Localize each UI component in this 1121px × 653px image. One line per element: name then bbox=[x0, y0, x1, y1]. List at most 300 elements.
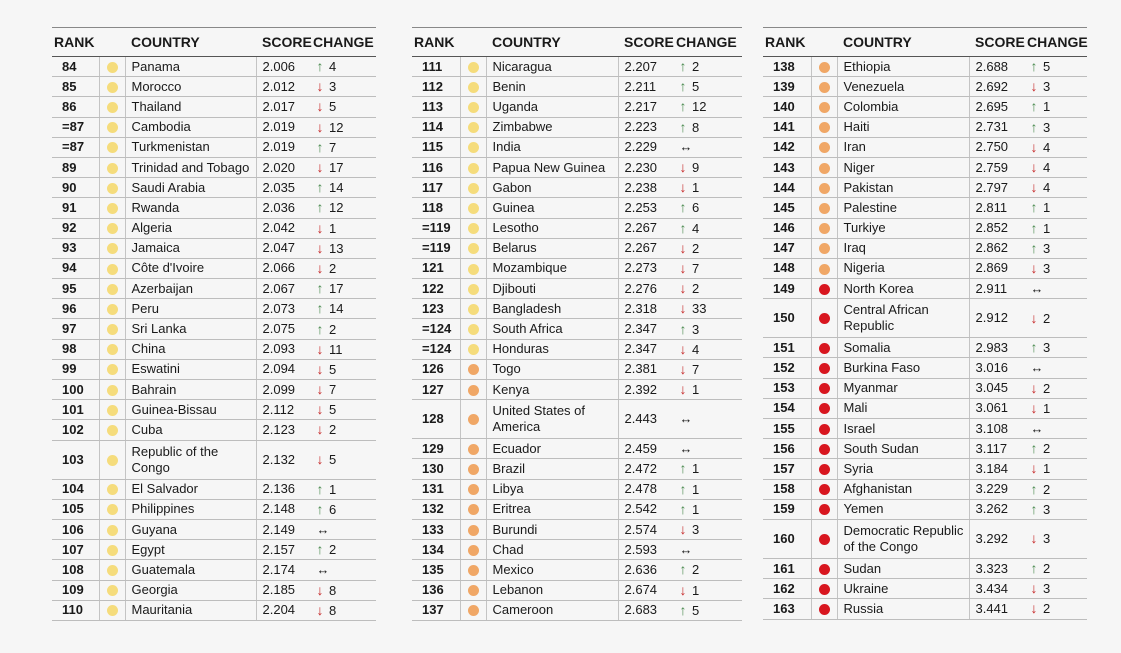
dot-header bbox=[811, 28, 837, 57]
down-arrow-icon: ↓ bbox=[1030, 580, 1038, 597]
status-dot-icon bbox=[468, 223, 479, 234]
rank-cell: 159 bbox=[763, 499, 811, 519]
score-cell: 2.204 bbox=[256, 600, 311, 620]
status-dot-cell bbox=[99, 157, 125, 177]
score-cell: 2.688 bbox=[969, 57, 1025, 77]
change-cell bbox=[311, 359, 376, 379]
down-arrow-icon: ↓ bbox=[679, 159, 687, 176]
change-cell bbox=[1025, 579, 1087, 599]
score-header: SCORE bbox=[256, 28, 311, 57]
status-dot-cell bbox=[460, 57, 486, 77]
change-cell bbox=[1025, 258, 1087, 278]
rank-cell: 84 bbox=[52, 57, 99, 77]
score-cell: 2.459 bbox=[618, 439, 674, 459]
rank-cell: 103 bbox=[52, 440, 99, 479]
status-dot-cell bbox=[811, 479, 837, 499]
up-arrow-icon: ↑ bbox=[679, 460, 687, 477]
status-dot-icon bbox=[107, 304, 118, 315]
rank-cell: 121 bbox=[412, 258, 460, 278]
change-value: 2 bbox=[329, 542, 337, 558]
rank-cell: 135 bbox=[412, 560, 460, 580]
change-cell bbox=[1025, 558, 1087, 578]
change-cell bbox=[311, 420, 376, 440]
rank-cell: 160 bbox=[763, 519, 811, 558]
country-cell: Benin bbox=[486, 77, 618, 97]
status-dot-icon bbox=[819, 363, 830, 374]
change-cell bbox=[1025, 198, 1087, 218]
status-dot-cell bbox=[460, 198, 486, 218]
score-cell: 3.292 bbox=[969, 519, 1025, 558]
score-cell: 2.148 bbox=[256, 499, 311, 519]
score-cell: 2.123 bbox=[256, 420, 311, 440]
status-dot-cell bbox=[460, 439, 486, 459]
change-cell bbox=[674, 57, 742, 77]
rank-cell: 100 bbox=[52, 380, 99, 400]
change-cell bbox=[1025, 299, 1087, 338]
status-dot-icon bbox=[468, 344, 479, 355]
rank-cell: 146 bbox=[763, 218, 811, 238]
table-row bbox=[52, 198, 376, 218]
up-arrow-icon: ↑ bbox=[316, 179, 324, 196]
down-arrow-icon: ↓ bbox=[1030, 379, 1038, 396]
status-dot-cell bbox=[460, 279, 486, 299]
down-arrow-icon: ↓ bbox=[679, 239, 687, 256]
table-row bbox=[763, 479, 1087, 499]
status-dot-cell bbox=[811, 178, 837, 198]
rank-cell: 91 bbox=[52, 198, 99, 218]
change-value: 2 bbox=[329, 321, 337, 337]
table-row bbox=[52, 137, 376, 157]
change-cell bbox=[311, 400, 376, 420]
change-value: 5 bbox=[329, 452, 337, 468]
status-dot-cell bbox=[99, 420, 125, 440]
change-value: 14 bbox=[329, 180, 344, 196]
down-arrow-icon: ↓ bbox=[1030, 78, 1038, 95]
change-value: 2 bbox=[1043, 310, 1051, 326]
status-dot-icon bbox=[107, 385, 118, 396]
change-cell bbox=[311, 540, 376, 560]
status-dot-cell bbox=[811, 218, 837, 238]
score-cell: 2.695 bbox=[969, 97, 1025, 117]
country-cell: Lebanon bbox=[486, 580, 618, 600]
score-cell: 2.099 bbox=[256, 380, 311, 400]
rank-cell: 157 bbox=[763, 459, 811, 479]
status-dot-cell bbox=[460, 380, 486, 400]
up-arrow-icon: ↑ bbox=[1030, 440, 1038, 457]
status-dot-cell bbox=[99, 117, 125, 137]
score-cell: 3.229 bbox=[969, 479, 1025, 499]
dot-header bbox=[99, 28, 125, 57]
status-dot-cell bbox=[99, 77, 125, 97]
status-dot-cell bbox=[460, 238, 486, 258]
score-cell: 2.094 bbox=[256, 359, 311, 379]
change-value: 4 bbox=[692, 341, 700, 357]
country-cell: Central African Republic bbox=[837, 299, 969, 338]
country-cell: Israel bbox=[837, 419, 969, 439]
change-cell bbox=[674, 459, 742, 479]
status-dot-cell bbox=[99, 137, 125, 157]
status-dot-icon bbox=[107, 364, 118, 375]
up-arrow-icon: ↑ bbox=[679, 320, 687, 337]
rank-cell: 162 bbox=[763, 579, 811, 599]
status-dot-cell bbox=[460, 258, 486, 278]
status-dot-icon bbox=[107, 243, 118, 254]
country-cell: Guatemala bbox=[125, 560, 256, 580]
table-row bbox=[412, 400, 742, 439]
status-dot-icon bbox=[107, 223, 118, 234]
change-cell bbox=[311, 77, 376, 97]
change-value: 17 bbox=[329, 160, 344, 176]
status-dot-cell bbox=[811, 338, 837, 358]
score-cell: 2.211 bbox=[618, 77, 674, 97]
table-row bbox=[763, 218, 1087, 238]
status-dot-cell bbox=[460, 178, 486, 198]
status-dot-icon bbox=[107, 504, 118, 515]
status-dot-icon bbox=[819, 604, 830, 615]
table-row bbox=[412, 157, 742, 177]
status-dot-cell bbox=[99, 299, 125, 319]
score-cell: 2.478 bbox=[618, 479, 674, 499]
rank-cell: 155 bbox=[763, 419, 811, 439]
rank-cell: 136 bbox=[412, 580, 460, 600]
status-dot-cell bbox=[811, 358, 837, 378]
status-dot-cell bbox=[460, 580, 486, 600]
country-cell: Thailand bbox=[125, 97, 256, 117]
table-row bbox=[763, 198, 1087, 218]
status-dot-cell bbox=[99, 339, 125, 359]
up-arrow-icon: ↑ bbox=[316, 320, 324, 337]
rank-cell: 123 bbox=[412, 299, 460, 319]
rank-header: RANK bbox=[52, 28, 99, 57]
down-arrow-icon: ↓ bbox=[1030, 159, 1038, 176]
change-value: 12 bbox=[329, 119, 344, 135]
table-row bbox=[763, 137, 1087, 157]
table-row bbox=[52, 600, 376, 620]
status-dot-icon bbox=[819, 203, 830, 214]
change-cell bbox=[674, 439, 742, 459]
score-cell: 3.061 bbox=[969, 398, 1025, 418]
table-row bbox=[52, 299, 376, 319]
down-arrow-icon: ↓ bbox=[316, 401, 324, 418]
status-dot-icon bbox=[468, 203, 479, 214]
table-row bbox=[763, 238, 1087, 258]
status-dot-icon bbox=[468, 243, 479, 254]
status-dot-cell bbox=[99, 440, 125, 479]
table-row bbox=[763, 97, 1087, 117]
status-dot-cell bbox=[811, 299, 837, 338]
down-arrow-icon: ↓ bbox=[1030, 600, 1038, 617]
change-cell bbox=[1025, 238, 1087, 258]
change-value: 1 bbox=[329, 481, 337, 497]
score-header: SCORE bbox=[969, 28, 1025, 57]
status-dot-icon bbox=[468, 264, 479, 275]
change-cell bbox=[1025, 137, 1087, 157]
status-dot-cell bbox=[99, 178, 125, 198]
rank-cell: 108 bbox=[52, 560, 99, 580]
change-value: 8 bbox=[692, 119, 700, 135]
status-dot-icon bbox=[819, 122, 830, 133]
status-dot-icon bbox=[107, 605, 118, 616]
status-dot-icon bbox=[468, 605, 479, 616]
rank-cell: 122 bbox=[412, 279, 460, 299]
country-cell: Peru bbox=[125, 299, 256, 319]
country-cell: Sudan bbox=[837, 558, 969, 578]
score-cell: 2.253 bbox=[618, 198, 674, 218]
country-cell: Bangladesh bbox=[486, 299, 618, 319]
status-dot-cell bbox=[811, 258, 837, 278]
rank-cell: 113 bbox=[412, 97, 460, 117]
score-cell: 2.223 bbox=[618, 117, 674, 137]
score-cell: 2.093 bbox=[256, 339, 311, 359]
change-cell bbox=[674, 540, 742, 560]
change-value: 2 bbox=[1043, 561, 1051, 577]
status-dot-cell bbox=[99, 97, 125, 117]
down-arrow-icon: ↓ bbox=[679, 360, 687, 377]
table-row bbox=[763, 279, 1087, 299]
change-value: 1 bbox=[1043, 220, 1051, 236]
up-arrow-icon: ↑ bbox=[1030, 58, 1038, 75]
score-header: SCORE bbox=[618, 28, 674, 57]
status-dot-icon bbox=[819, 534, 830, 545]
down-arrow-icon: ↓ bbox=[1030, 399, 1038, 416]
status-dot-cell bbox=[811, 459, 837, 479]
rank-header: RANK bbox=[763, 28, 811, 57]
status-dot-icon bbox=[468, 414, 479, 425]
score-cell: 2.019 bbox=[256, 137, 311, 157]
rank-cell: 126 bbox=[412, 359, 460, 379]
table-row bbox=[763, 258, 1087, 278]
status-dot-cell bbox=[811, 378, 837, 398]
score-cell: 2.017 bbox=[256, 97, 311, 117]
status-dot-cell bbox=[811, 117, 837, 137]
status-dot-icon bbox=[468, 484, 479, 495]
score-cell: 2.574 bbox=[618, 519, 674, 539]
status-dot-icon bbox=[107, 142, 118, 153]
country-cell: Democratic Republic of the Congo bbox=[837, 519, 969, 558]
status-dot-icon bbox=[819, 142, 830, 153]
status-dot-cell bbox=[460, 137, 486, 157]
rank-cell: 128 bbox=[412, 400, 460, 439]
down-arrow-icon: ↓ bbox=[316, 381, 324, 398]
rank-cell: 109 bbox=[52, 580, 99, 600]
left-right-arrow-icon: ↔ bbox=[1030, 280, 1044, 296]
change-value: 3 bbox=[692, 321, 700, 337]
left-right-arrow-icon: ↔ bbox=[679, 541, 693, 557]
change-cell bbox=[1025, 218, 1087, 238]
change-value: 2 bbox=[1043, 481, 1051, 497]
change-cell bbox=[674, 117, 742, 137]
status-dot-cell bbox=[460, 359, 486, 379]
change-cell bbox=[311, 117, 376, 137]
down-arrow-icon: ↓ bbox=[316, 239, 324, 256]
change-value: 11 bbox=[329, 341, 343, 357]
rank-cell: 137 bbox=[412, 600, 460, 620]
change-value: 5 bbox=[329, 361, 337, 377]
status-dot-icon bbox=[819, 223, 830, 234]
country-cell: Trinidad and Tobago bbox=[125, 157, 256, 177]
rank-cell: 156 bbox=[763, 439, 811, 459]
country-cell: Ecuador bbox=[486, 439, 618, 459]
change-value: 13 bbox=[329, 240, 344, 256]
status-dot-cell bbox=[811, 558, 837, 578]
status-dot-cell bbox=[460, 339, 486, 359]
table-row bbox=[763, 419, 1087, 439]
table-row bbox=[412, 459, 742, 479]
rank-cell: 148 bbox=[763, 258, 811, 278]
change-value: 3 bbox=[1043, 531, 1051, 547]
status-dot-icon bbox=[107, 284, 118, 295]
rank-cell: 98 bbox=[52, 339, 99, 359]
change-value: 4 bbox=[692, 220, 700, 236]
country-cell: Cambodia bbox=[125, 117, 256, 137]
rank-cell: 127 bbox=[412, 380, 460, 400]
status-dot-icon bbox=[819, 313, 830, 324]
table-row bbox=[412, 77, 742, 97]
country-cell: Eswatini bbox=[125, 359, 256, 379]
left-right-arrow-icon: ↔ bbox=[679, 139, 693, 155]
change-value: 17 bbox=[329, 281, 344, 297]
down-arrow-icon: ↓ bbox=[1030, 138, 1038, 155]
country-cell: Afghanistan bbox=[837, 479, 969, 499]
rank-cell: 115 bbox=[412, 137, 460, 157]
table-row bbox=[763, 558, 1087, 578]
rank-cell: 86 bbox=[52, 97, 99, 117]
rank-cell: 163 bbox=[763, 599, 811, 619]
change-cell bbox=[1025, 459, 1087, 479]
table-row bbox=[412, 339, 742, 359]
status-dot-icon bbox=[819, 444, 830, 455]
score-cell: 2.229 bbox=[618, 137, 674, 157]
up-arrow-icon: ↑ bbox=[679, 98, 687, 115]
status-dot-icon bbox=[107, 122, 118, 133]
score-cell: 2.392 bbox=[618, 380, 674, 400]
country-cell: Russia bbox=[837, 599, 969, 619]
change-value: 6 bbox=[329, 501, 337, 517]
status-dot-cell bbox=[99, 540, 125, 560]
status-dot-cell bbox=[99, 57, 125, 77]
table-row bbox=[763, 338, 1087, 358]
table-row bbox=[763, 77, 1087, 97]
left-right-arrow-icon: ↔ bbox=[679, 440, 693, 456]
country-header: COUNTRY bbox=[486, 28, 618, 57]
country-cell: South Sudan bbox=[837, 439, 969, 459]
table-row bbox=[412, 238, 742, 258]
change-value: 1 bbox=[1043, 99, 1051, 115]
change-cell bbox=[674, 137, 742, 157]
country-cell: South Africa bbox=[486, 319, 618, 339]
change-value: 2 bbox=[692, 240, 700, 256]
change-cell bbox=[674, 400, 742, 439]
rank-cell: 158 bbox=[763, 479, 811, 499]
status-dot-icon bbox=[468, 82, 479, 93]
status-dot-icon bbox=[819, 424, 830, 435]
rank-cell: 133 bbox=[412, 519, 460, 539]
rank-cell: 151 bbox=[763, 338, 811, 358]
change-cell bbox=[674, 157, 742, 177]
change-value: 1 bbox=[692, 481, 700, 497]
status-dot-cell bbox=[811, 599, 837, 619]
score-cell: 3.045 bbox=[969, 378, 1025, 398]
change-cell bbox=[674, 279, 742, 299]
up-arrow-icon: ↑ bbox=[1030, 98, 1038, 115]
status-dot-icon bbox=[819, 484, 830, 495]
table-row bbox=[52, 319, 376, 339]
up-arrow-icon: ↑ bbox=[679, 118, 687, 135]
table-row bbox=[412, 380, 742, 400]
table-row bbox=[412, 57, 742, 77]
rank-cell: 101 bbox=[52, 400, 99, 420]
status-dot-icon bbox=[468, 163, 479, 174]
table-row bbox=[763, 459, 1087, 479]
change-value: 5 bbox=[692, 79, 700, 95]
change-value: 5 bbox=[329, 402, 337, 418]
ranking-table-panel-3 bbox=[763, 27, 1087, 620]
status-dot-icon bbox=[468, 525, 479, 536]
table-row bbox=[52, 380, 376, 400]
change-value: 5 bbox=[692, 602, 700, 618]
rank-cell: 93 bbox=[52, 238, 99, 258]
change-value: 3 bbox=[1043, 240, 1051, 256]
change-value: 3 bbox=[1043, 581, 1051, 597]
table-row bbox=[412, 359, 742, 379]
score-cell: 2.912 bbox=[969, 299, 1025, 338]
status-dot-cell bbox=[460, 499, 486, 519]
country-cell: Jamaica bbox=[125, 238, 256, 258]
country-cell: Burkina Faso bbox=[837, 358, 969, 378]
change-value: 7 bbox=[329, 139, 337, 155]
table-row bbox=[763, 499, 1087, 519]
status-dot-icon bbox=[468, 284, 479, 295]
down-arrow-icon: ↓ bbox=[316, 259, 324, 276]
rank-cell: 114 bbox=[412, 117, 460, 137]
rank-cell: 117 bbox=[412, 178, 460, 198]
country-cell: Cuba bbox=[125, 420, 256, 440]
country-cell: Uganda bbox=[486, 97, 618, 117]
rank-cell: =124 bbox=[412, 339, 460, 359]
change-value: 1 bbox=[1043, 400, 1051, 416]
rank-cell: 102 bbox=[52, 420, 99, 440]
change-value: 1 bbox=[329, 220, 337, 236]
change-value: 8 bbox=[329, 582, 337, 598]
change-value: 3 bbox=[1043, 340, 1051, 356]
table-row bbox=[412, 178, 742, 198]
status-dot-cell bbox=[460, 77, 486, 97]
change-value: 1 bbox=[692, 180, 700, 196]
change-cell bbox=[1025, 117, 1087, 137]
change-value: 4 bbox=[1043, 139, 1051, 155]
status-dot-cell bbox=[811, 77, 837, 97]
country-cell: Mozambique bbox=[486, 258, 618, 278]
change-cell bbox=[1025, 479, 1087, 499]
status-dot-cell bbox=[811, 499, 837, 519]
change-value: 1 bbox=[692, 501, 700, 517]
status-dot-icon bbox=[107, 163, 118, 174]
change-cell bbox=[311, 600, 376, 620]
score-cell: 2.238 bbox=[618, 178, 674, 198]
country-cell: Chad bbox=[486, 540, 618, 560]
change-cell bbox=[1025, 338, 1087, 358]
table-row bbox=[412, 97, 742, 117]
change-cell bbox=[674, 339, 742, 359]
score-cell: 3.108 bbox=[969, 419, 1025, 439]
change-value: 1 bbox=[1043, 461, 1051, 477]
status-dot-icon bbox=[468, 585, 479, 596]
country-cell: Guinea bbox=[486, 198, 618, 218]
status-dot-icon bbox=[107, 455, 118, 466]
rank-cell: 138 bbox=[763, 57, 811, 77]
change-cell bbox=[674, 499, 742, 519]
score-cell: 3.441 bbox=[969, 599, 1025, 619]
